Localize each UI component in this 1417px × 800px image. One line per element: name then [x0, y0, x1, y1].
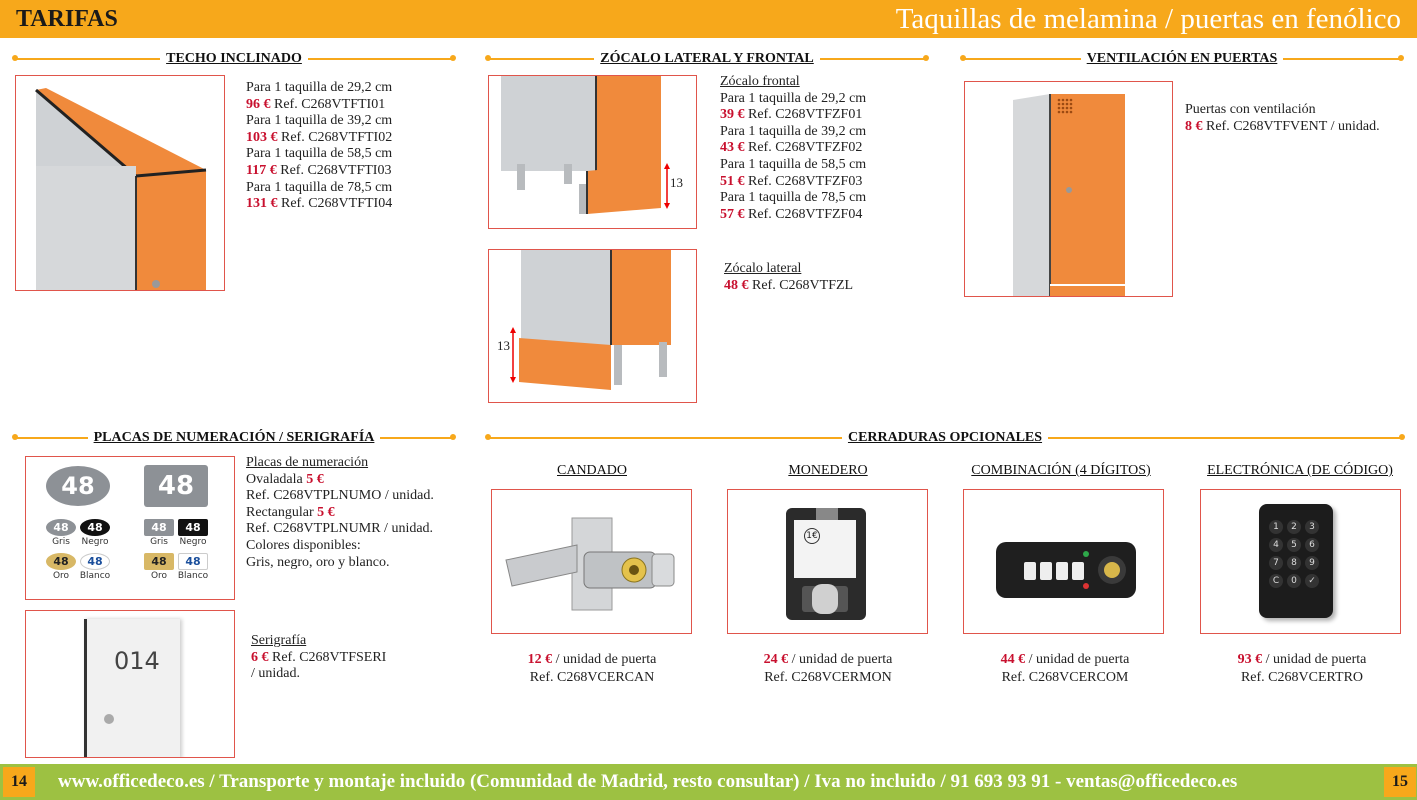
- keypad-key: 6: [1305, 538, 1319, 552]
- electronica-ref: Ref. C268VCERTRO: [1240, 670, 1364, 685]
- section-heading-cerraduras: [487, 428, 1403, 445]
- placas-title: Placas de numeración: [246, 455, 369, 470]
- section-heading-techo: [14, 49, 454, 66]
- oval-plate-blanco: 48: [80, 553, 110, 570]
- placas-colors-list: Gris, negro, oro y blanco.: [246, 554, 390, 570]
- swatch-label: Negro: [81, 537, 109, 547]
- placas-rect-ref: Ref. C268VTPLNUMR / unidad.: [246, 521, 434, 537]
- keypad-key: 4: [1269, 538, 1283, 552]
- serigrafia-title: Serigrafía: [251, 633, 307, 648]
- placas-info: [246, 455, 434, 571]
- zocalo-lateral-image: [488, 249, 697, 403]
- zocalo-lateral-title: Zócalo lateral: [724, 261, 802, 276]
- techo-item: [246, 180, 392, 213]
- swatch-label: Gris: [52, 537, 70, 547]
- combinacion-image: [963, 489, 1164, 634]
- zocalo-lateral-info: [724, 261, 853, 294]
- keypad-body: [1259, 504, 1333, 618]
- monedero-image: [727, 489, 928, 634]
- combinacion-price-info: [945, 651, 1185, 687]
- zocalo-lateral-dim: 13: [497, 338, 510, 353]
- techo-price-list: [246, 80, 392, 213]
- swatch-label: Blanco: [79, 571, 111, 581]
- zocalo-item-price: 43 €: [720, 140, 745, 156]
- techo-heading-label: TECHO INCLINADO: [160, 51, 308, 66]
- page-title-right: Taquillas de melamina / puertas en fenólico: [895, 3, 1401, 35]
- page-number-left: 14: [3, 767, 35, 797]
- candado-image: [491, 489, 692, 634]
- combinacion-price: 44 €: [1000, 652, 1026, 667]
- placas-rect-label: Rectangular: [246, 504, 314, 520]
- section-heading-ventilacion: [962, 49, 1402, 66]
- keypad-key: C: [1269, 574, 1283, 588]
- techo-item-price: 117 €: [246, 162, 277, 178]
- monedero-title: MONEDERO: [788, 463, 868, 478]
- footer-text: www.officedeco.es / Transporte y montaje incluido (Comunidad de Madrid, resto consultar) / Iva no incluido / 91 693 93 91 - ventas@officedeco.es: [58, 771, 1238, 792]
- keypad-key: 1: [1269, 520, 1283, 534]
- ventilacion-info: [1185, 102, 1380, 135]
- door-knob-icon: [104, 714, 114, 724]
- rect-plate-gris: 48: [144, 519, 174, 536]
- keypad-key: 7: [1269, 556, 1283, 570]
- electronica-image: [1200, 489, 1401, 634]
- serigrafia-info: [251, 633, 386, 683]
- monedero-ref: Ref. C268VCERMON: [764, 670, 892, 685]
- zocalo-item-ref: Ref. C268VTFZF02: [748, 140, 863, 156]
- keypad-key: 2: [1287, 520, 1301, 534]
- techo-item-price: 103 €: [246, 129, 278, 145]
- keypad-key: 0: [1287, 574, 1301, 588]
- zocalo-item-price: 51 €: [720, 173, 745, 189]
- keypad-key: 5: [1287, 538, 1301, 552]
- placas-image: [25, 456, 235, 600]
- electronica-price: 93 €: [1237, 652, 1263, 667]
- techo-item-price: 131 €: [246, 196, 278, 212]
- placas-rect-price: 5 €: [317, 504, 335, 520]
- zocalo-item-desc: Para 1 taquilla de 29,2 cm: [720, 90, 867, 106]
- combinacion-title: COMBINACIÓN (4 DÍGITOS): [971, 463, 1151, 478]
- oval-plate-gris: 48: [46, 519, 76, 536]
- zocalo-item: [720, 157, 866, 190]
- zocalo-item-price: 57 €: [720, 206, 745, 222]
- monedero-price: 24 €: [763, 652, 789, 667]
- techo-item-desc: Para 1 taquilla de 29,2 cm: [246, 80, 393, 95]
- monedero-price-info: [708, 651, 948, 687]
- placas-oval-label: Ovaladala: [246, 471, 303, 487]
- electronica-title: ELECTRÓNICA (DE CÓDIGO): [1207, 463, 1393, 478]
- techo-item-ref: Ref. C268VTFTI04: [281, 196, 393, 212]
- coin-icon: 1€: [804, 528, 820, 544]
- electronica-price-info: [1182, 651, 1417, 687]
- techo-item: [246, 146, 392, 179]
- section-heading-placas: [14, 428, 454, 445]
- oval-plate-negro: 48: [80, 519, 110, 536]
- electronica-unit: / unidad de puerta: [1262, 652, 1367, 667]
- zocalo-heading-label: ZÓCALO LATERAL Y FRONTAL: [594, 51, 820, 66]
- ventilacion-image: [964, 81, 1173, 297]
- placas-colors-title: Colores disponibles:: [246, 537, 361, 553]
- candado-price: 12 €: [527, 652, 553, 667]
- keypad-key: 8: [1287, 556, 1301, 570]
- section-heading-zocalo: [487, 49, 927, 66]
- zocalo-item-ref: Ref. C268VTFZF01: [748, 107, 863, 123]
- zocalo-lateral-ref: Ref. C268VTFZL: [752, 277, 854, 293]
- candado-price-info: [472, 651, 712, 687]
- zocalo-item: [720, 91, 866, 124]
- keypad-key: ✓: [1305, 574, 1319, 588]
- serigrafia-ref: Ref. C268VTFSERI: [272, 649, 387, 665]
- combinacion-unit: / unidad de puerta: [1025, 652, 1130, 667]
- swatch-label: Blanco: [177, 571, 209, 581]
- techo-item-price: 96 €: [246, 96, 271, 112]
- techo-item: [246, 80, 392, 113]
- zocalo-item-price: 39 €: [720, 107, 745, 123]
- candado-title: CANDADO: [557, 463, 627, 478]
- zocalo-lateral-price: 48 €: [724, 277, 749, 293]
- zocalo-frontal-list: [720, 74, 866, 223]
- techo-item: [246, 113, 392, 146]
- combinacion-ref: Ref. C268VCERCOM: [1001, 670, 1129, 685]
- zocalo-item: [720, 124, 866, 157]
- serigrafia-price: 6 €: [251, 649, 269, 665]
- candado-ref: Ref. C268VCERCAN: [529, 670, 655, 685]
- swatch-label: Gris: [150, 537, 168, 547]
- placas-heading-label: PLACAS DE NUMERACIÓN / SERIGRAFÍA: [88, 430, 381, 445]
- keypad-key: 3: [1305, 520, 1319, 534]
- zocalo-item-ref: Ref. C268VTFZF04: [748, 206, 863, 222]
- zocalo-frontal-title: Zócalo frontal: [720, 74, 800, 89]
- monedero-unit: / unidad de puerta: [788, 652, 893, 667]
- techo-item-desc: Para 1 taquilla de 78,5 cm: [246, 179, 393, 195]
- ventilacion-desc: Puertas con ventilación: [1185, 102, 1316, 117]
- placas-oval-ref: Ref. C268VTPLNUMO / unidad.: [246, 488, 434, 504]
- rect-plate-sample: 48: [144, 465, 208, 507]
- zocalo-item-ref: Ref. C268VTFZF03: [748, 173, 863, 189]
- ventilacion-ref: Ref. C268VTFVENT / unidad.: [1206, 118, 1380, 134]
- serigrafia-unit: / unidad.: [251, 666, 300, 682]
- techo-item-desc: Para 1 taquilla de 58,5 cm: [246, 146, 393, 162]
- techo-item-ref: Ref. C268VTFTI01: [274, 96, 386, 112]
- techo-item-desc: Para 1 taquilla de 39,2 cm: [246, 113, 393, 129]
- swatch-label: Oro: [52, 571, 70, 581]
- candado-unit: / unidad de puerta: [552, 652, 657, 667]
- rect-plate-blanco: 48: [178, 553, 208, 570]
- techo-image: [15, 75, 225, 291]
- ventilacion-heading-label: VENTILACIÓN EN PUERTAS: [1081, 51, 1284, 66]
- techo-item-ref: Ref. C268VTFTI03: [280, 162, 392, 178]
- footer-bar: [0, 764, 1417, 800]
- rect-plate-negro: 48: [178, 519, 208, 536]
- zocalo-item: [720, 190, 866, 223]
- rect-plate-oro: 48: [144, 553, 174, 570]
- page-number-right: 15: [1384, 767, 1416, 797]
- serigrafia-number: 014: [114, 647, 160, 675]
- ventilacion-price: 8 €: [1185, 118, 1203, 134]
- swatch-label: Oro: [150, 571, 168, 581]
- techo-item-ref: Ref. C268VTFTI02: [281, 129, 393, 145]
- cerraduras-heading-label: CERRADURAS OPCIONALES: [842, 430, 1048, 445]
- page-title-left: TARIFAS: [16, 6, 118, 32]
- keypad-key: 9: [1305, 556, 1319, 570]
- oval-plate-oro: 48: [46, 553, 76, 570]
- serigrafia-image: [25, 610, 235, 758]
- zocalo-item-desc: Para 1 taquilla de 39,2 cm: [720, 123, 867, 139]
- oval-plate-sample: 48: [46, 466, 110, 506]
- zocalo-item-desc: Para 1 taquilla de 58,5 cm: [720, 156, 867, 172]
- zocalo-frontal-image: [488, 75, 697, 229]
- swatch-label: Negro: [179, 537, 207, 547]
- zocalo-item-desc: Para 1 taquilla de 78,5 cm: [720, 190, 867, 206]
- zocalo-frontal-dim: 13: [670, 175, 683, 190]
- header-bar: [0, 0, 1417, 38]
- placas-oval-price: 5 €: [306, 471, 324, 487]
